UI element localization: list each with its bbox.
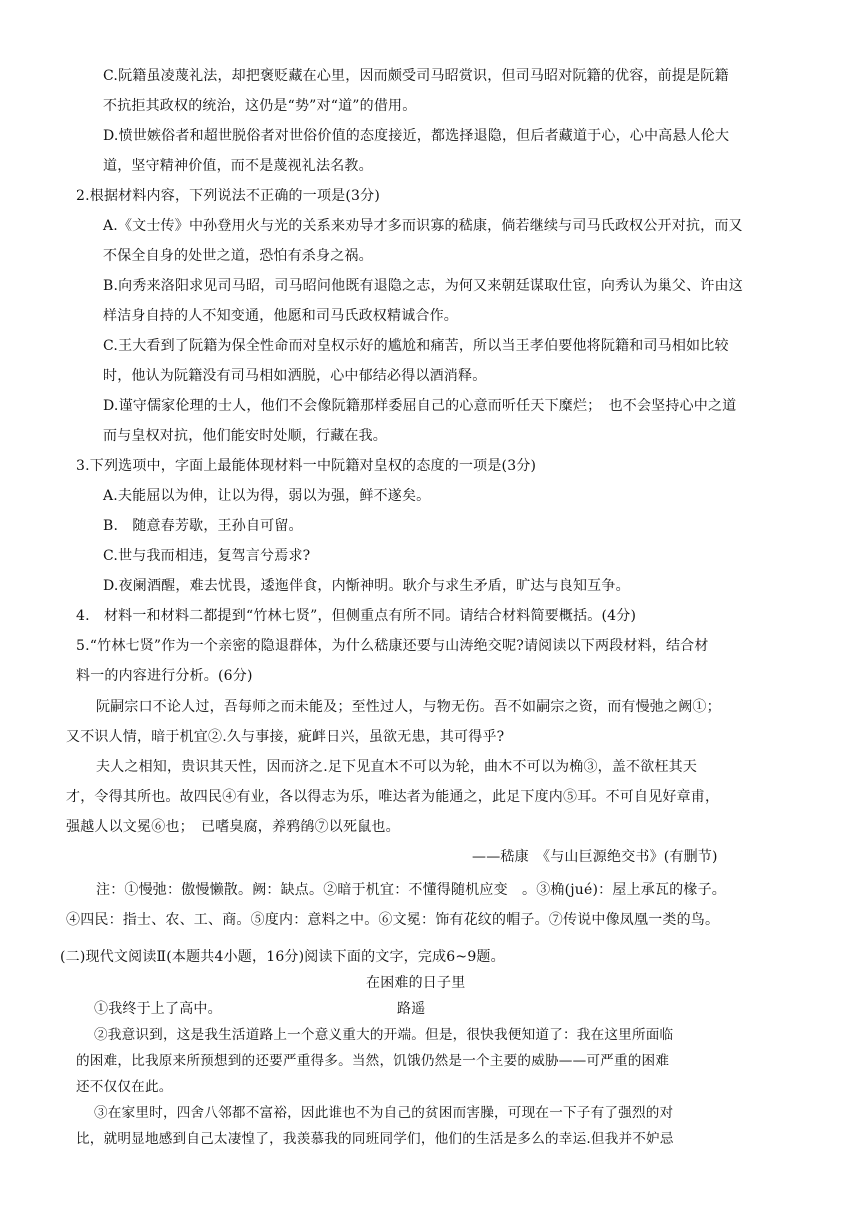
notes-line2: ④四民：指士、农、工、商。⑤度内：意料之中。⑥文冕：饰有花纹的帽子。⑦传说中像凤凰一类的鸟。	[66, 912, 720, 928]
excerpt-p2-line2: 才，令得其所也。故四民④有业，各以得志为乐，唯达者为能通之，此足下度内⑤耳。不可自见好章甫，	[66, 789, 720, 805]
q3-option-a: A.夫能屈以为伸，让以为得，弱以为强，鲜不遂矣。	[103, 488, 431, 504]
option-d-line1: D.愤世嫉俗者和超世脱俗者对世俗价值的态度接近，都选择退隐，但后者藏道于心，心中高悬人伦大	[103, 128, 730, 144]
article-p1: ①我终于上了高中。	[94, 1001, 222, 1017]
q2-option-d-line1: D.谨守儒家伦理的士人，他们不会像阮籍那样委屈自己的心意而听任天下糜烂； 也不会坚持心中之道	[103, 398, 737, 414]
q2-option-c-line1: C.王大看到了阮籍为保全性命而对皇权示好的尴尬和痛苦，所以当王孝伯要他将阮籍和司马相如比较	[103, 338, 729, 354]
article-p3-line1: ③在家里时，四舍八邻都不富裕，因此谁也不为自己的贫困而害臊，可现在一下子有了强烈的对	[94, 1105, 674, 1121]
q3-option-c: C.世与我而相违，复驾言兮焉求?	[103, 548, 311, 564]
article-author: 路遥	[397, 1001, 426, 1017]
article-p2-line2: 的困难，比我原来所预想到的还要严重得多。当然，饥饿仍然是一个主要的威胁——可严重的困难	[76, 1053, 670, 1069]
excerpt-p2-line3: 强越人以文冕⑥也； 已嗜臭腐，养鸦鹐⑦以死鼠也。	[66, 819, 400, 835]
option-d-line2: 道，坚守精神价值，而不是蔑视礼法名教。	[103, 158, 373, 174]
section-heading: (二)现代文阅读Ⅱ(本题共4小题，16分)阅读下面的文字，完成6~9题。	[60, 949, 505, 965]
q2-option-c-line2: 时，他认为阮籍没有司马相如洒脱，心中郁结必得以酒消释。	[103, 368, 487, 384]
option-c-line1: C.阮籍虽凌蔑礼法，却把褒贬藏在心里，因而颇受司马昭赏识，但司马昭对阮籍的优容，前提是阮籍	[103, 68, 729, 84]
article-title: 在困难的日子里	[366, 975, 466, 991]
notes-line1: 注：①慢弛：傲慢懒散。阙：缺点。②暗于机宜：不懂得随机应变 。③桷(jué)：屋上承瓦的椽子。	[96, 882, 726, 898]
excerpt-p1-line2: 又不识人情，暗于机宜②.久与事接，疵衅日兴，虽欲无患，其可得乎?	[66, 729, 505, 745]
question-2: 2.根据材料内容，下列说法不正确的一项是(3分)	[76, 188, 380, 204]
q2-option-b-line1: B.向秀来洛阳求见司马昭，司马昭问他既有退隐之志，为何又来朝廷谋取仕宦，向秀认为巢父、许由这	[103, 278, 743, 294]
article-p2-line3: 还不仅仅在此。	[76, 1079, 173, 1095]
article-p3-line2: 比，就明显地感到自己太凄惶了，我羡慕我的同班同学们，他们的生活是多么的幸运.但我并不妒忌	[76, 1131, 674, 1147]
excerpt-source: ——嵇康 《与山巨源绝交书》(有删节)	[472, 849, 718, 865]
q3-option-b: B. 随意春芳歇，王孙自可留。	[103, 518, 303, 534]
excerpt-p1-line1: 阮嗣宗口不论人过，吾每师之而未能及；至性过人，与物无伤。吾不如嗣宗之资，而有慢弛之阙①；	[96, 699, 721, 715]
q2-option-b-line2: 样洁身自持的人不知变通，他愿和司马氏政权精诚合作。	[103, 308, 458, 324]
q2-option-a-line2: 不保全自身的处世之道，恐怕有杀身之祸。	[103, 248, 373, 264]
question-5-line1: 5.“竹林七贤”作为一个亲密的隐退群体，为什么嵇康还要与山涛绝交呢?请阅读以下两段材料，结合材	[76, 638, 709, 654]
question-3: 3.下列选项中，字面上最能体现材料一中阮籍对皇权的态度的一项是(3分)	[76, 458, 537, 474]
question-4: 4. 材料一和材料二都提到“竹林七贤”，但侧重点有所不同。请结合材料简要概括。(4分)	[76, 608, 637, 624]
question-5-line2: 料一的内容进行分析。(6分)	[76, 668, 253, 684]
excerpt-p2-line1: 夫人之相知，贵识其天性，因而济之.足下见直木不可以为轮，曲木不可以为桷③，盖不欲枉其天	[96, 759, 698, 775]
article-p2-line1: ②我意识到，这是我生活道路上一个意义重大的开端。但是，很快我便知道了：我在这里所面临	[94, 1027, 674, 1043]
option-c-line2: 不抗拒其政权的统治，这仍是“势”对“道”的借用。	[103, 98, 417, 114]
q3-option-d: D.夜阑酒醒，难去忧畏，逶迤伴食，内惭神明。耿介与求生矛盾，旷达与良知互争。	[103, 578, 630, 594]
q2-option-a-line1: A.《文士传》中孙登用火与光的关系来劝导才多而识寡的嵇康，倘若继续与司马氏政权公开对抗，而又	[103, 218, 743, 234]
q2-option-d-line2: 而与皇权对抗，他们能安时处顺，行藏在我。	[103, 428, 387, 444]
